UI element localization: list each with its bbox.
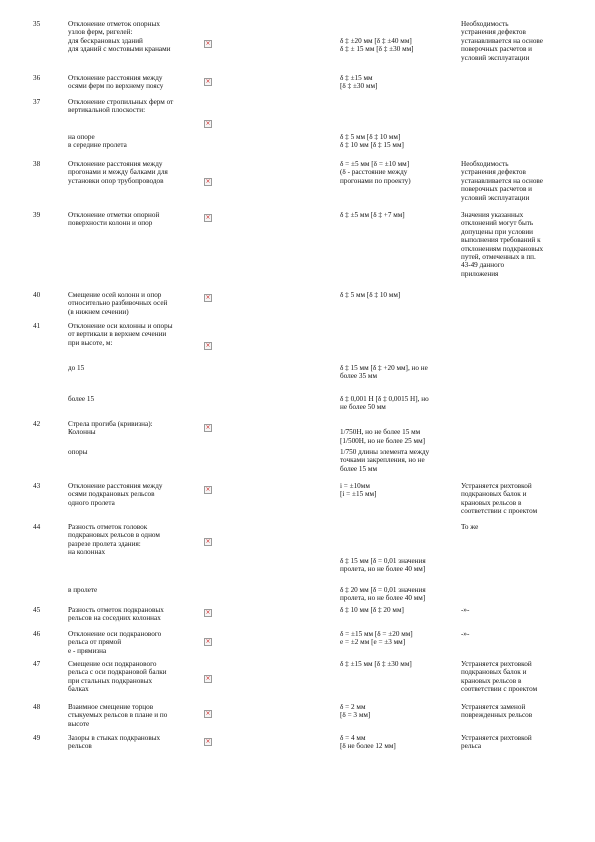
remark-line: условий эксплуатации — [461, 53, 530, 62]
row-number: 38 — [33, 160, 41, 168]
tolerance-value-line: δ ‡ ±20 мм [δ ‡ ±40 мм] — [340, 36, 412, 45]
parameter-name-line: Стрела прогиба (кривизна): — [68, 420, 153, 428]
tolerance-value-line: точками закрепления, но не — [340, 456, 425, 465]
parameter-name — [68, 630, 200, 655]
remark-line: поверочных расчетов и — [461, 185, 532, 194]
row-number: 48 — [33, 703, 41, 711]
row-number: 37 — [33, 98, 41, 106]
broken-image-icon: × — [205, 342, 211, 349]
tolerance-value-line: е = ±2 мм [е = ±3 мм] — [340, 638, 406, 647]
remark-line: допущены при условии — [461, 227, 534, 236]
broken-image-icon: × — [205, 40, 211, 47]
parameter-name-line: балках — [68, 685, 89, 694]
tolerance-value-line: (δ - расстояние между — [340, 168, 408, 177]
tolerance-value — [340, 660, 456, 668]
tolerance-value — [340, 160, 456, 185]
parameter-name-line: опоры — [68, 448, 88, 456]
parameter-name — [68, 586, 200, 594]
tolerance-value-line: δ = 4 мм — [340, 734, 366, 742]
parameter-name-line: при высоте, м: — [68, 338, 113, 347]
parameter-name-line: на колоннах — [68, 548, 106, 557]
remark-line: Устраняется рихтовкой — [461, 734, 532, 742]
tolerance-value — [340, 291, 456, 299]
parameter-name-line: рельса от прямой — [68, 638, 122, 647]
tolerance-value-line: 1/750 длины элемента между — [340, 448, 430, 456]
parameter-name — [68, 448, 200, 456]
remark-line: отклонений могут быть — [461, 219, 534, 228]
tolerance-value-line: δ ‡ ±15 мм [δ ‡ ±30 мм] — [340, 660, 412, 668]
remark-line: -»- — [461, 606, 470, 614]
remark-line: путей, отмеченных в пп. — [461, 253, 536, 262]
tolerance-value — [340, 703, 456, 720]
parameter-name — [68, 133, 200, 150]
remark-line: устранения дефектов — [461, 28, 526, 37]
parameter-name-line: в пролете — [68, 586, 98, 594]
row-number: 44 — [33, 523, 41, 531]
tolerance-value-line: δ = 2 мм — [340, 703, 366, 711]
tolerance-value-line: [i = ±15 мм] — [340, 490, 377, 499]
parameter-name — [68, 395, 200, 403]
remark-line: устранения дефектов — [461, 168, 526, 177]
parameter-name — [68, 98, 200, 115]
remark — [461, 20, 573, 62]
tolerance-value — [340, 630, 456, 647]
row-number: 43 — [33, 482, 41, 490]
remark — [461, 606, 573, 614]
parameter-name-line: от вертикали в верхнем сечении — [68, 330, 167, 339]
parameter-name-line: Отклонение расстояния между — [68, 160, 163, 168]
row-number: 40 — [33, 291, 41, 299]
remark-line: подкрановых балок и — [461, 490, 527, 499]
parameter-name — [68, 660, 200, 694]
parameter-name-line: рельса с оси подкрановой балки — [68, 668, 167, 677]
tolerance-value — [340, 20, 456, 54]
tolerance-value — [340, 734, 456, 751]
tolerance-value-line — [340, 540, 456, 548]
parameter-name-line: стыкуемых рельсов в плане и по — [68, 711, 168, 720]
remark — [461, 482, 573, 516]
remark — [461, 630, 573, 638]
tolerance-value-line: δ ‡ 10 мм [δ ‡ 20 мм] — [340, 606, 404, 614]
tolerance-value-line — [340, 28, 456, 36]
broken-image-icon: × — [205, 710, 211, 717]
parameter-name-line: рельсов на соседних колоннах — [68, 614, 161, 623]
broken-image-icon: × — [205, 120, 211, 127]
tolerance-value-line: [1/500H, но не более 25 мм] — [340, 436, 426, 445]
parameter-name-line: поверхности колонн и опор — [68, 219, 153, 228]
remark — [461, 160, 573, 202]
parameter-name — [68, 322, 200, 347]
tolerance-value — [340, 395, 456, 412]
parameter-name-line: Взаимное смещение торцов — [68, 703, 154, 711]
tolerance-value-line — [340, 531, 456, 539]
tolerance-value — [340, 482, 456, 499]
parameter-name-line: Зазоры в стыках подкрановых — [68, 734, 161, 742]
remark-line: условий эксплуатации — [461, 193, 530, 202]
remark-line: отклонениям подкрановых — [461, 244, 544, 253]
tolerance-value-line: δ ‡ ±15 мм — [340, 74, 373, 82]
remark-line: Необходимость — [461, 160, 509, 168]
parameter-name-line: (в нижнем сечении) — [68, 307, 129, 316]
tolerance-value — [340, 606, 456, 614]
remark — [461, 734, 573, 751]
tolerance-value-line — [340, 420, 456, 428]
remark-line: Устраняется заменой — [461, 703, 526, 711]
tolerance-value-line: δ ‡ 5 мм [δ ‡ 10 мм] — [340, 133, 401, 141]
tolerance-value-line: [δ не более 12 мм] — [340, 742, 396, 751]
parameter-name-line: рельсов — [68, 742, 92, 751]
remark-line: крановых рельсов в — [461, 676, 522, 685]
parameter-name — [68, 74, 200, 91]
tolerance-value-line: 1/750H, но не более 15 мм — [340, 428, 421, 437]
row-number: 49 — [33, 734, 41, 742]
parameter-name — [68, 160, 200, 185]
broken-image-icon: × — [205, 178, 211, 185]
parameter-name-line: высоте — [68, 719, 90, 728]
remark-line: Устраняется рихтовкой — [461, 660, 532, 668]
remark-line: Необходимость — [461, 20, 509, 28]
row-number: 47 — [33, 660, 41, 668]
parameter-name-line: при стальных подкрановых — [68, 676, 153, 685]
broken-image-icon: × — [205, 486, 211, 493]
row-number: 39 — [33, 211, 41, 219]
tolerance-value-line: δ ‡ ± 15 мм [δ ‡ ±30 мм] — [340, 45, 414, 54]
remark — [461, 660, 573, 694]
parameter-name-line: Отклонение расстояния между — [68, 482, 163, 490]
broken-image-icon: × — [205, 294, 211, 301]
tolerance-value — [340, 74, 456, 91]
broken-image-icon: × — [205, 609, 211, 616]
tolerance-value — [340, 364, 456, 381]
remark-line: Значения указанных — [461, 211, 524, 219]
parameter-name-line: осями ферм по верхнему поясу — [68, 82, 164, 91]
parameter-name — [68, 211, 200, 228]
remark-line: подкрановых балок и — [461, 668, 527, 677]
tolerance-value-line: δ = ±15 мм [δ = ±20 мм] — [340, 630, 413, 638]
parameter-name-line: подкрановых рельсов в одном — [68, 531, 160, 540]
tolerance-value — [340, 133, 456, 150]
parameter-name — [68, 703, 200, 728]
parameter-name-line: Отклонение оси подкранового — [68, 630, 162, 638]
parameter-name-line: узлов ферм, ригелей: — [68, 28, 133, 37]
parameter-name-line: Смещение осей колонн и опор — [68, 291, 162, 299]
parameter-name-line: для бескрановых зданий — [68, 36, 143, 45]
tolerance-value-line: более 35 мм — [340, 372, 378, 381]
parameter-name-line: Отклонение отметок опорных — [68, 20, 160, 28]
remark — [461, 523, 573, 531]
parameter-name-line: для зданий с мостовыми кранами — [68, 45, 171, 54]
parameter-name-line: относительно разбивочных осей — [68, 299, 168, 308]
tolerance-value — [340, 211, 456, 219]
remark-line: устанавливается на основе — [461, 36, 543, 45]
tolerance-value-line: [δ = 3 мм] — [340, 711, 371, 720]
tolerance-value-line: пролета, но не более 40 мм] — [340, 594, 426, 603]
tolerance-value-line: δ ‡ 20 мм [δ = 0,01 значения — [340, 586, 426, 594]
parameter-name-line: Отклонение отметки опорной — [68, 211, 160, 219]
tolerance-value-line: δ ‡ 5 мм [δ ‡ 10 мм] — [340, 291, 401, 299]
tolerance-value-line: δ ‡ 15 мм [δ = 0,01 значения — [340, 556, 426, 565]
tolerance-value-line: [δ ‡ ±30 мм] — [340, 82, 378, 91]
parameter-name — [68, 482, 200, 507]
parameter-name — [68, 734, 200, 751]
remark-line: -»- — [461, 630, 470, 638]
row-number: 36 — [33, 74, 41, 82]
remark-line: То же — [461, 523, 479, 531]
tolerance-value-line: не более 50 мм — [340, 403, 386, 412]
tolerance-value-line — [340, 523, 456, 531]
parameter-name — [68, 523, 200, 557]
tolerance-value — [340, 523, 456, 573]
tolerance-value-line — [340, 548, 456, 556]
parameter-name-line: разрезе пролета здания: — [68, 539, 141, 548]
tolerance-value-line: δ = ±5 мм [δ = ±10 мм] — [340, 160, 410, 168]
remark-line: соответствии с проектом — [461, 685, 538, 694]
tolerance-value-line: более 15 мм — [340, 464, 378, 473]
remark-line: рельса — [461, 742, 482, 751]
broken-image-icon: × — [205, 214, 211, 221]
parameter-name-line: осями подкрановых рельсов — [68, 490, 155, 499]
parameter-name-line: Отклонение стропильных ферм от — [68, 98, 174, 106]
broken-image-icon: × — [205, 538, 211, 545]
row-number: 42 — [33, 420, 41, 428]
broken-image-icon: × — [205, 424, 211, 431]
tolerance-value — [340, 420, 456, 445]
parameter-name-line: прогонами и между балками для — [68, 168, 168, 177]
parameter-name-line: Разность отметок головок — [68, 523, 148, 531]
tolerance-value-line: δ ‡ 0,001 H [δ ‡ 0,0015 H], но — [340, 395, 429, 403]
remark-line: выполнения требований к — [461, 236, 541, 245]
tolerance-value — [340, 448, 456, 473]
parameter-name-line: на опоре — [68, 133, 95, 141]
parameter-name — [68, 606, 200, 623]
remark-line: поверочных расчетов и — [461, 45, 532, 54]
parameter-name-line: Отклонение оси колонны и опоры — [68, 322, 173, 330]
parameter-name-line: Смещение оси подкранового — [68, 660, 157, 668]
parameter-name — [68, 20, 200, 54]
remark-line: Устраняется рихтовкой — [461, 482, 532, 490]
parameter-name-line: Отклонение расстояния между — [68, 74, 163, 82]
broken-image-icon: × — [205, 675, 211, 682]
parameter-name-line: одного пролета — [68, 498, 115, 507]
parameter-name-line: Колонны — [68, 428, 96, 437]
broken-image-icon: × — [205, 738, 211, 745]
remark-line: приложения — [461, 269, 499, 278]
row-number: 35 — [33, 20, 41, 28]
remark — [461, 211, 573, 278]
parameter-name-line: в середине пролета — [68, 141, 127, 150]
remark-line: устанавливается на основе — [461, 176, 543, 185]
parameter-name-line: вертикальной плоскости: — [68, 106, 146, 115]
remark-line: крановых рельсов в — [461, 498, 522, 507]
broken-image-icon: × — [205, 638, 211, 645]
tolerance-value-line: i = ±10мм — [340, 482, 370, 490]
remark-line: соответствии с проектом — [461, 507, 538, 516]
tolerance-value-line: прогонами по проекту) — [340, 176, 411, 185]
remark-line: 43-49 данного — [461, 261, 505, 270]
row-number: 41 — [33, 322, 41, 330]
row-number: 46 — [33, 630, 41, 638]
remark-line: поврежденных рельсов — [461, 711, 533, 720]
tolerance-value-line: δ ‡ ±5 мм [δ ‡ +7 мм] — [340, 211, 405, 219]
parameter-name-line: до 15 — [68, 364, 85, 372]
tolerance-value — [340, 586, 456, 603]
tolerance-value-line: δ ‡ 10 мм [δ ‡ 15 мм] — [340, 141, 404, 150]
tolerance-value-line — [340, 20, 456, 28]
parameter-name — [68, 364, 200, 372]
broken-image-icon: × — [205, 78, 211, 85]
parameter-name — [68, 420, 200, 437]
tolerance-value-line: δ ‡ 15 мм [δ ‡ +20 мм], но не — [340, 364, 428, 372]
parameter-name-line: установки опор трубопроводов — [68, 176, 164, 185]
parameter-name-line: Разность отметок подкрановых — [68, 606, 164, 614]
remark — [461, 703, 573, 720]
row-number: 45 — [33, 606, 41, 614]
tolerance-value-line: пролета, но не более 40 мм] — [340, 565, 426, 574]
parameter-name — [68, 291, 200, 316]
parameter-name-line: е - прямизна — [68, 646, 107, 655]
parameter-name-line: более 15 — [68, 395, 95, 403]
